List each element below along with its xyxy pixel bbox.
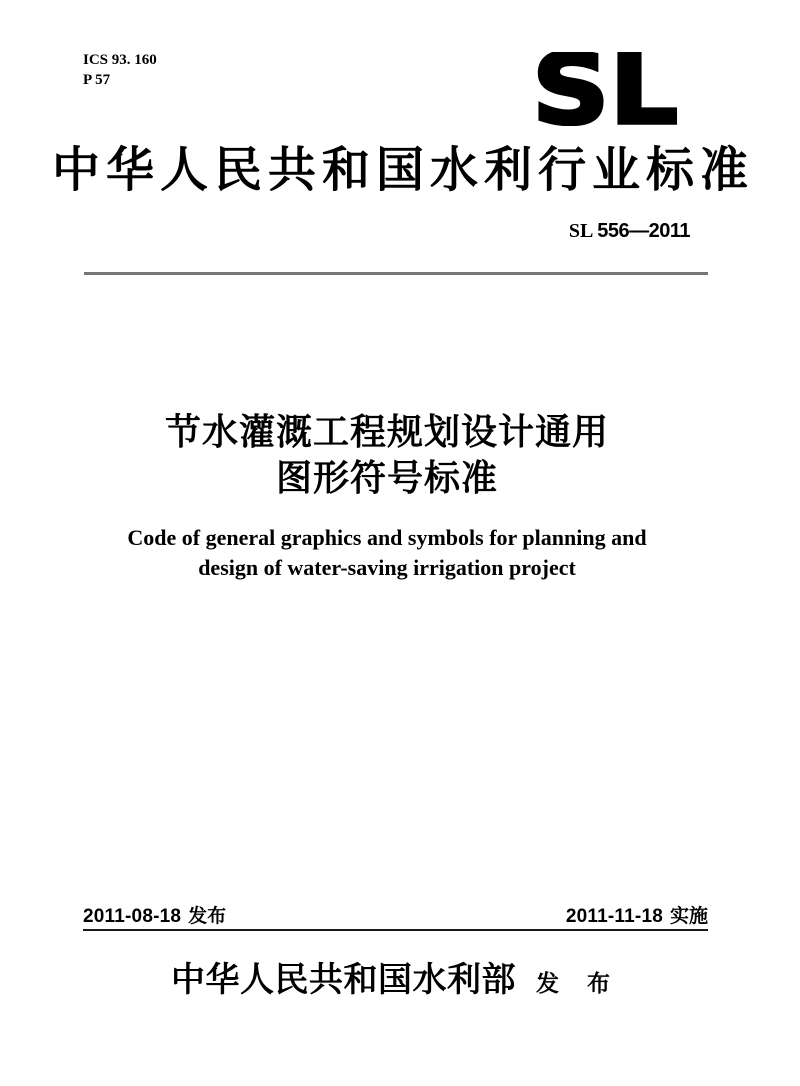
publisher-action-label: 发 布	[535, 971, 620, 997]
classification-code: P 57	[83, 72, 111, 88]
main-title-en-line2: design of water-saving irrigation project	[198, 555, 576, 580]
sl-logo	[531, 52, 681, 126]
issue-date-label: 发布	[188, 905, 227, 927]
issue-date-group	[83, 901, 226, 928]
issue-date: 2011-08-18	[83, 906, 182, 927]
standard-number-value: 556—2011	[597, 220, 690, 242]
top-divider	[84, 272, 708, 275]
publisher-name: 中华人民共和国水利部	[170, 960, 516, 1000]
sl-logo-graphic	[531, 52, 681, 126]
dates-row	[83, 901, 708, 928]
bottom-divider	[83, 929, 708, 931]
standard-number	[569, 220, 690, 243]
main-title-zh-line1: 节水灌溉工程规划设计通用	[164, 412, 609, 453]
main-title-en-line1: Code of general graphics and symbols for planning and	[127, 525, 647, 550]
sl-logo-text: SL	[532, 52, 678, 126]
ics-code: ICS 93. 160	[83, 52, 157, 68]
main-title-zh-line2: 图形符号标准	[275, 458, 498, 499]
ics-classification-block	[83, 50, 157, 90]
main-title-en	[0, 523, 774, 583]
effective-date-group	[566, 901, 708, 928]
series-title: 中华人民共和国水利行业标准	[51, 142, 754, 198]
publisher-row	[83, 952, 708, 1001]
effective-date-label: 实施	[669, 905, 708, 927]
standard-number-prefix: SL	[568, 220, 593, 242]
main-title-zh	[0, 410, 774, 502]
effective-date: 2011-11-18	[565, 906, 663, 927]
